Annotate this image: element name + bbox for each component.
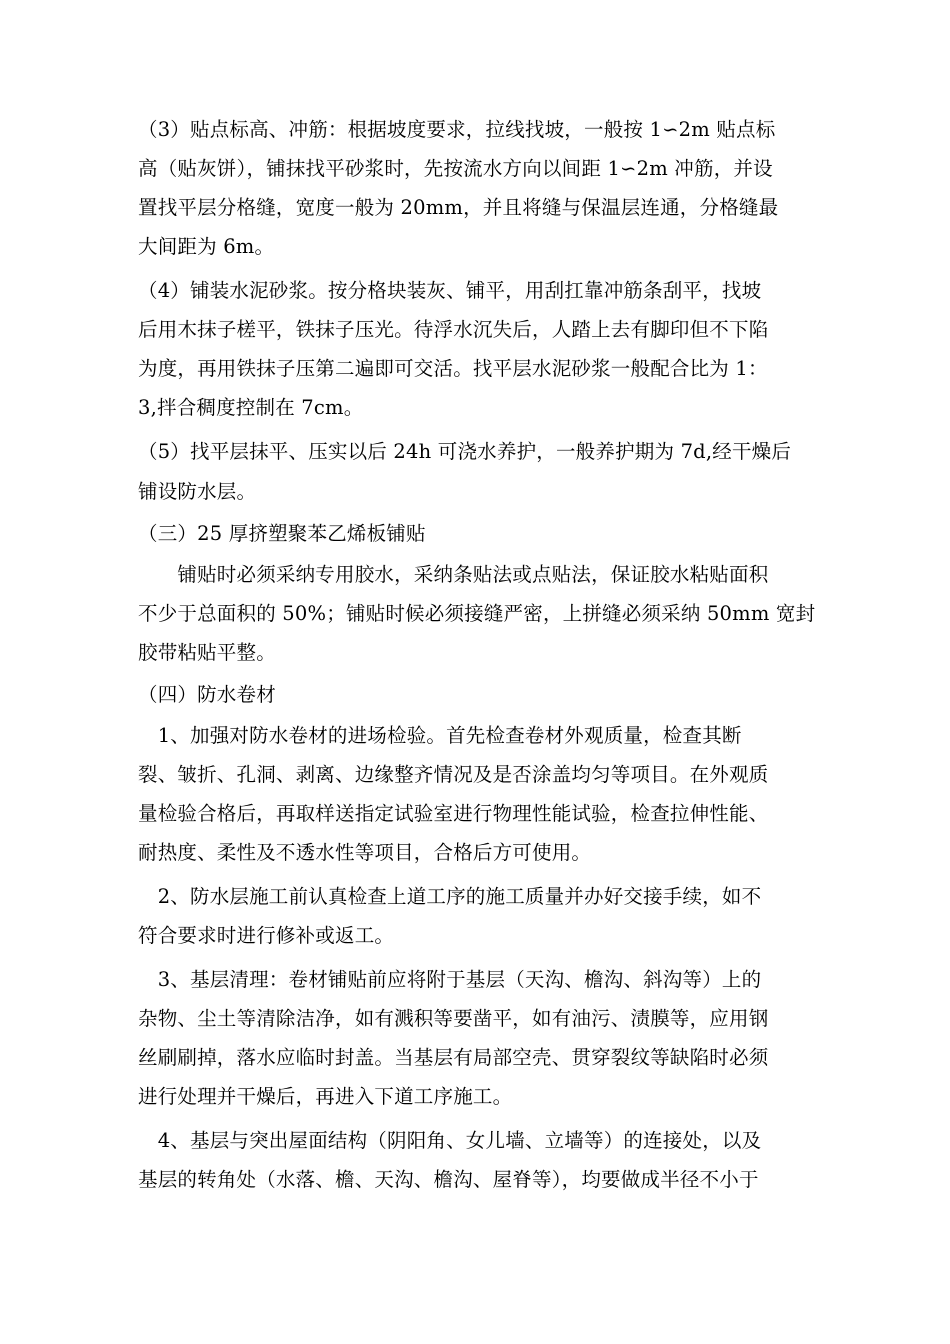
text-line: 进行处理并干燥后，再进入下道工序施工。 <box>138 1085 513 1108</box>
text-line: 胶带粘贴平整。 <box>138 641 276 664</box>
text-line: 后用木抹子槎平，铁抹子压光。待浮水沉失后，人踏上去有脚印但不下陷 <box>138 318 769 341</box>
text-line: （4）铺装水泥砂浆。按分格块装灰、铺平，用刮扛靠冲筋条刮平，找坡 <box>138 279 762 302</box>
text-line: 2、防水层施工前认真检查上道工序的施工质量并办好交接手续，如不 <box>138 885 762 908</box>
text-line: 丝刷刷掉，落水应临时封盖。当基层有局部空壳、贯穿裂纹等缺陷时必须 <box>138 1046 769 1069</box>
text-line: 4、基层与突出屋面结构（阴阳角、女儿墙、立墙等）的连接处，以及 <box>138 1129 762 1152</box>
text-line: 裂、皱折、孔洞、剥离、边缘整齐情况及是否涂盖均匀等项目。在外观质 <box>138 763 769 786</box>
section-heading: （四）防水卷材 <box>138 683 276 706</box>
text-line: 3、基层清理：卷材铺贴前应将附于基层（天沟、檐沟、斜沟等）上的 <box>138 968 762 991</box>
text-line: 不少于总面积的 50%；铺贴时候必须接缝严密，上拼缝必须采纳 50mm 宽封 <box>138 602 816 625</box>
text-line: 基层的转角处（水落、檐、天沟、檐沟、屋脊等），均要做成半径不小于 <box>138 1168 759 1191</box>
text-line: 杂物、尘土等清除洁净，如有溅积等要凿平，如有油污、渍膜等，应用钢 <box>138 1007 769 1030</box>
text-line: 大间距为 6m。 <box>138 235 275 258</box>
text-line: 耐热度、柔性及不透水性等项目，合格后方可使用。 <box>138 841 592 864</box>
text-line: 高（贴灰饼），铺抹找平砂浆时，先按流水方向以间距 1∽2m 冲筋，并设 <box>138 157 773 180</box>
section-heading: （三）25 厚挤塑聚苯乙烯板铺贴 <box>138 522 426 545</box>
text-line: 铺贴时必须采纳专用胶水，采纳条贴法或点贴法，保证胶水粘贴面积 <box>138 563 769 586</box>
text-line: 铺设防水层。 <box>138 480 257 503</box>
text-line: （3）贴点标高、冲筋：根据坡度要求，拉线找坡，一般按 1∽2m 贴点标 <box>138 118 776 141</box>
text-line: 量检验合格后，再取样送指定试验室进行物理性能试验，检查拉伸性能、 <box>138 802 769 825</box>
text-line: 1、加强对防水卷材的进场检验。首先检查卷材外观质量，检查其断 <box>138 724 742 747</box>
text-line: （5）找平层抹平、压实以后 24h 可浇水养护，一般养护期为 7d,经干燥后 <box>138 440 792 463</box>
text-line: 为度，再用铁抹子压第二遍即可交活。找平层水泥砂浆一般配合比为 1： <box>138 357 768 380</box>
text-line: 置找平层分格缝，宽度一般为 20mm，并且将缝与保温层连通，分格缝最 <box>138 196 779 219</box>
text-line: 符合要求时进行修补或返工。 <box>138 924 395 947</box>
text-line: 3,拌合稠度控制在 7cm。 <box>138 396 364 419</box>
